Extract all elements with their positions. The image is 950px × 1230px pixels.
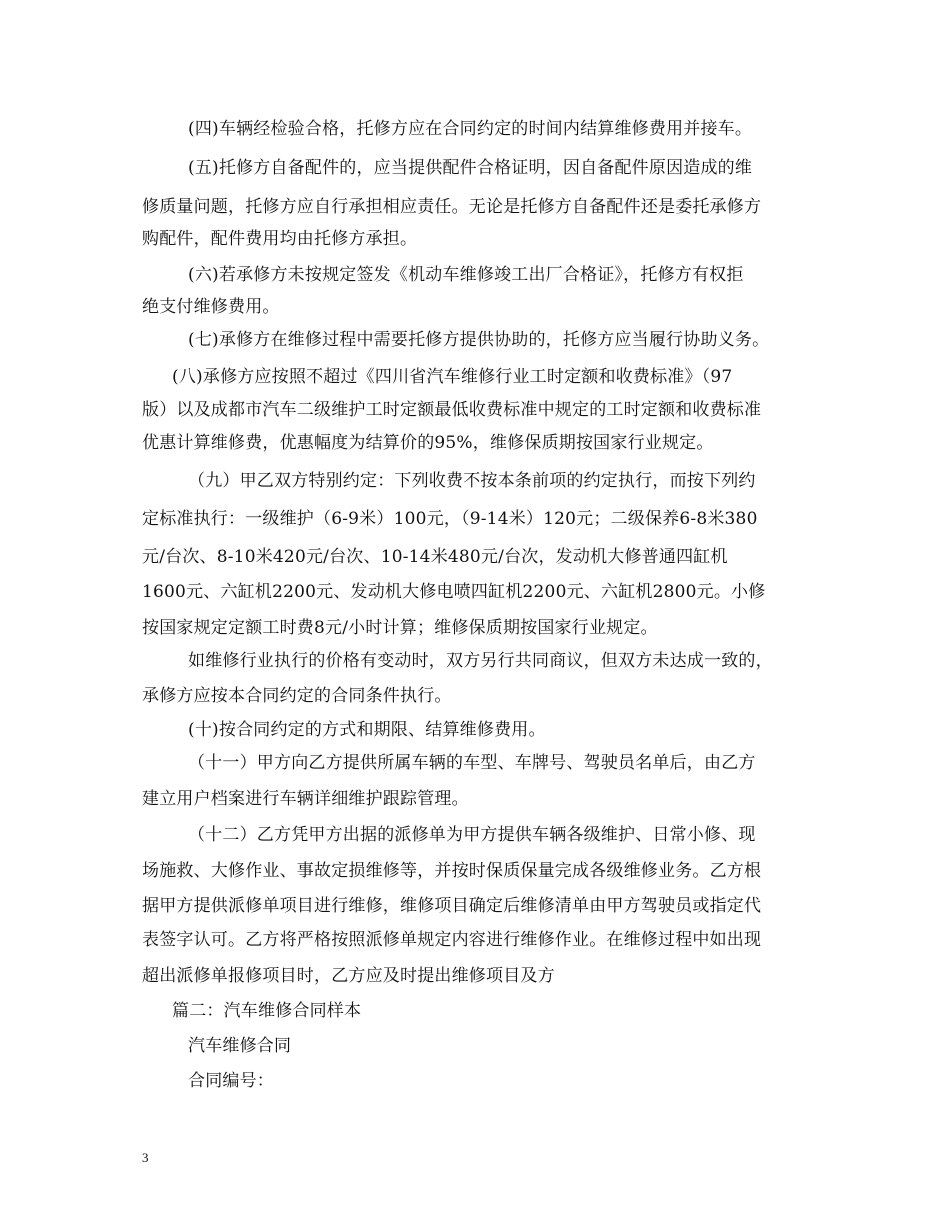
text-line: 超出派修单报修项目时，乙方应及时提出维修项目及方 bbox=[142, 966, 555, 986]
text-line: （十二）乙方凭甲方出据的派修单为甲方提供车辆各级维护、日常小修、现 bbox=[188, 825, 756, 845]
text-line: (五)托修方自备配件的，应当提供配件合格证明，因自备配件原因造成的维 bbox=[188, 158, 753, 178]
text-line: (四)车辆经检验合格，托修方应在合同约定的时间内结算维修费用并接车。 bbox=[188, 119, 753, 139]
text-line: (六)若承修方未按规定签发《机动车维修竣工出厂合格证》，托修方有权拒 bbox=[188, 265, 744, 285]
text-line: 绝支付维修费用。 bbox=[142, 297, 280, 317]
text-line: 表签字认可。乙方将严格按照派修单规定内容进行维修作业。在维修过程中如出现 bbox=[142, 930, 762, 950]
text-line: 版）以及成都市汽车二级维护工时定额最低收费标准中规定的工时定额和收费标准 bbox=[142, 400, 762, 420]
text-line: 修质量问题，托修方应自行承担相应责任。无论是托修方自备配件还是委托承修方 bbox=[142, 197, 762, 217]
text-line: 1600元、六缸机2200元、发动机大修电喷四缸机2200元、六缸机2800元。小修 bbox=[142, 582, 766, 602]
text-line: （十一）甲方向乙方提供所属车辆的车型、车牌号、驾驶员名单后，由乙方 bbox=[188, 753, 756, 773]
text-line: 如维修行业执行的价格有变动时，双方另行共同商议，但双方未达成一致的， bbox=[188, 651, 773, 671]
text-line: (七)承修方在维修过程中需要托修方提供协助的，托修方应当履行协助义务。 bbox=[188, 330, 770, 350]
text-line: 承修方应按本合同约定的合同条件执行。 bbox=[142, 686, 452, 706]
text-line: 定标准执行：一级维护（6-9米）100元，（9-14米）120元；二级保养6-8米380 bbox=[142, 509, 758, 529]
text-line: 购配件，配件费用均由托修方承担。 bbox=[142, 229, 418, 249]
text-line: 建立用户档案进行车辆详细维护跟踪管理。 bbox=[142, 789, 469, 809]
text-line: 场施救、大修作业、事故定损维修等，并按时保质保量完成各级维修业务。乙方根 bbox=[142, 861, 762, 881]
text-line: 按国家规定定额工时费8元/小时计算；维修保质期按国家行业规定。 bbox=[142, 618, 658, 638]
text-line: （九）甲乙双方特别约定：下列收费不按本条前项的约定执行，而按下列约 bbox=[188, 471, 756, 491]
text-line: 据甲方提供派修单项目进行维修，维修项目确定后维修清单由甲方驾驶员或指定代 bbox=[142, 896, 762, 916]
contract-title: 汽车维修合同 bbox=[188, 1036, 292, 1056]
page-number: 3 bbox=[142, 1150, 149, 1165]
text-line: (十)按合同约定的方式和期限、结算维修费用。 bbox=[188, 720, 546, 740]
section-heading: 篇二：汽车维修合同样本 bbox=[172, 1001, 362, 1021]
text-line: (八)承修方应按照不超过《四川省汽车维修行业工时定额和收费标准》（97 bbox=[172, 367, 733, 387]
text-line: 元/台次、8-10米420元/台次、10-14米480元/台次，发动机大修普通四缸机 bbox=[142, 547, 728, 567]
text-line: 优惠计算维修费，优惠幅度为结算价的95%，维修保质期按国家行业规定。 bbox=[142, 433, 714, 453]
contract-number-label: 合同编号： bbox=[188, 1071, 274, 1091]
